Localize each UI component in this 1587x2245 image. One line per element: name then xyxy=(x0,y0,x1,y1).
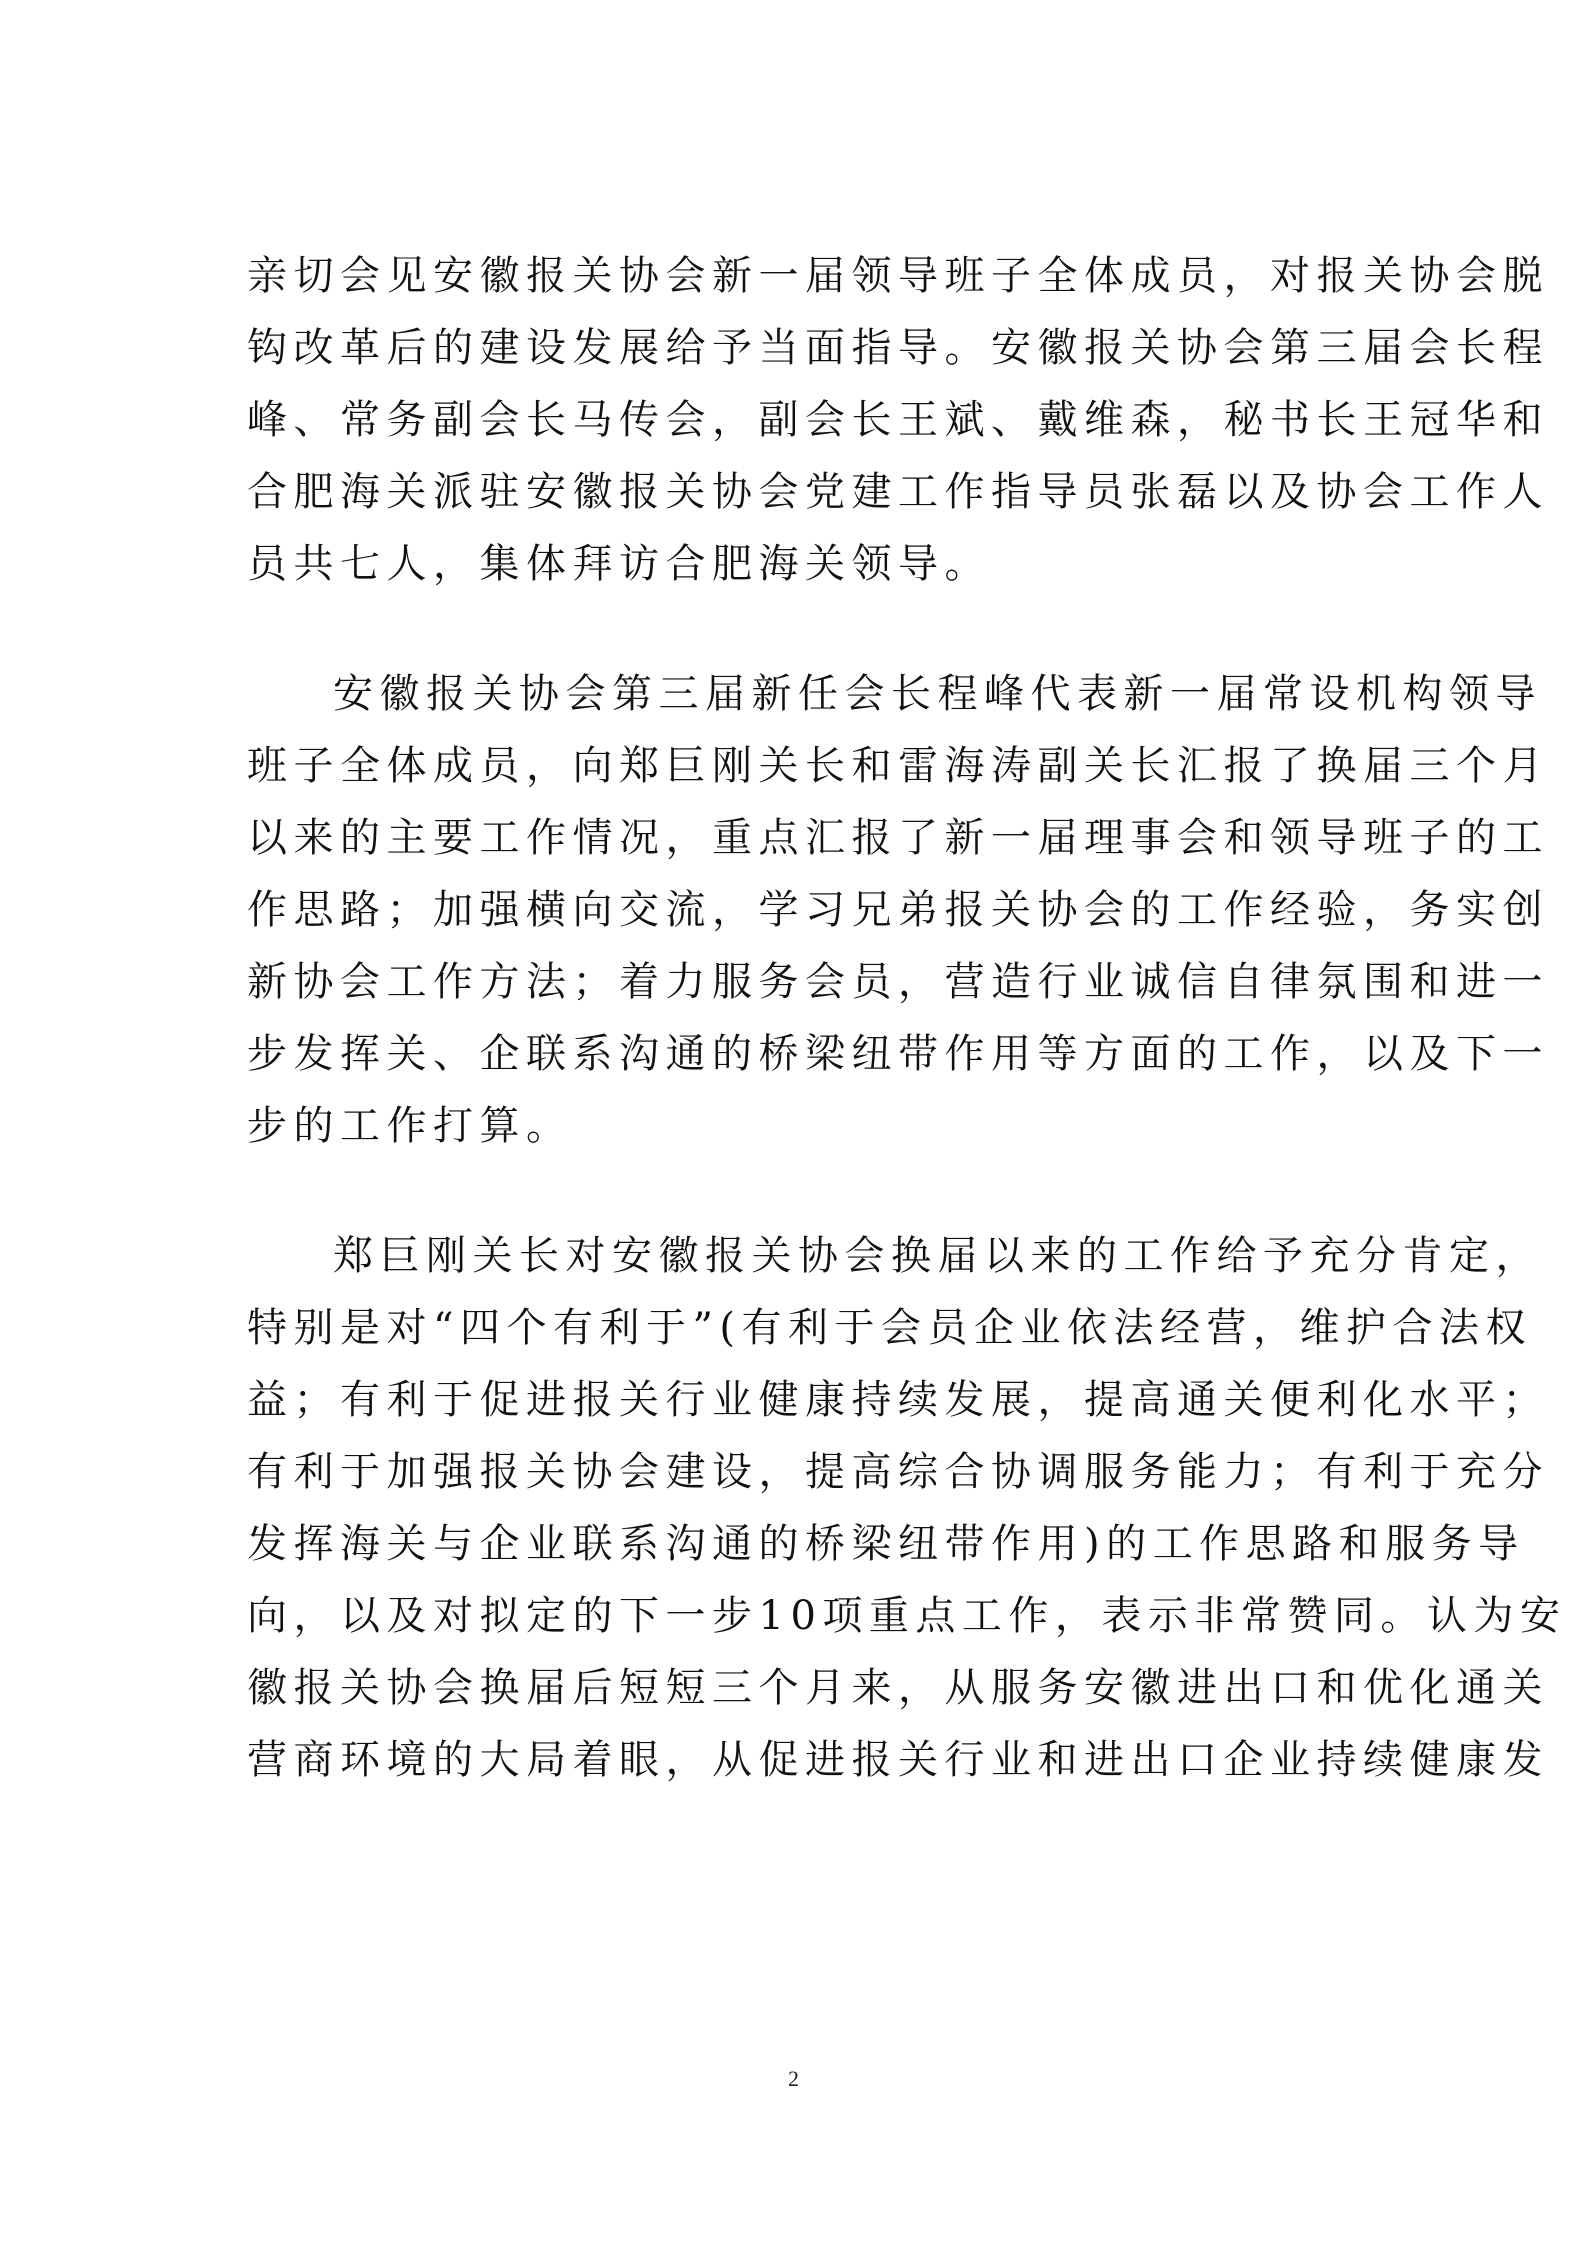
paragraph-1 xyxy=(247,240,1549,600)
paragraph-2 xyxy=(247,658,1549,1162)
text-line: 新协会工作方法；着力服务会员，营造行业诚信自律氛围和进一 xyxy=(247,959,1549,1005)
text-line: 步发挥关、企联系沟通的桥梁纽带作用等方面的工作，以及下一 xyxy=(247,1031,1549,1077)
text-line: 作思路；加强横向交流，学习兄弟报关协会的工作经验，务实创 xyxy=(247,887,1549,933)
text-line: 郑巨刚关长对安徽报关协会换届以来的工作给予充分肯定， xyxy=(333,1233,1542,1279)
page-number: 2 xyxy=(788,2066,799,2091)
text-line: 以来的主要工作情况，重点汇报了新一届理事会和领导班子的工 xyxy=(247,815,1549,861)
text-line: 步的工作打算。 xyxy=(247,1103,573,1149)
text-line: 合肥海关派驻安徽报关协会党建工作指导员张磊以及协会工作人 xyxy=(247,469,1549,515)
text-line: 安徽报关协会第三届新任会长程峰代表新一届常设机构领导 xyxy=(333,671,1542,717)
text-line: 发挥海关与企业联系沟通的桥梁纽带作用)的工作思路和服务导 xyxy=(247,1521,1525,1567)
text-line: 有利于加强报关协会建设，提高综合协调服务能力；有利于充分 xyxy=(247,1449,1549,1495)
text-line: 徽报关协会换届后短短三个月来，从服务安徽进出口和优化通关 xyxy=(247,1665,1549,1711)
text-line: 特别是对“四个有利于”(有利于会员企业依法经营，维护合法权 xyxy=(247,1305,1533,1351)
document-body xyxy=(247,240,1567,1796)
text-line: 班子全体成员，向郑巨刚关长和雷海涛副关长汇报了换届三个月 xyxy=(247,743,1549,789)
text-line: 营商环境的大局着眼，从促进报关行业和进出口企业持续健康发 xyxy=(247,1737,1549,1783)
text-line: 向，以及对拟定的下一步10项重点工作，表示非常赞同。认为安 xyxy=(247,1593,1567,1639)
paragraph-spacer xyxy=(247,1162,1437,1220)
text-line: 益；有利于促进报关行业健康持续发展，提高通关便利化水平； xyxy=(247,1377,1549,1423)
text-line: 钩改革后的建设发展给予当面指导。安徽报关协会第三届会长程 xyxy=(247,325,1549,371)
text-line: 亲切会见安徽报关协会新一届领导班子全体成员，对报关协会脱 xyxy=(247,253,1549,299)
text-line: 员共七人，集体拜访合肥海关领导。 xyxy=(247,541,991,587)
paragraph-spacer xyxy=(247,600,1437,658)
paragraph-3 xyxy=(247,1220,1567,1796)
text-line: 峰、常务副会长马传会，副会长王斌、戴维森，秘书长王冠华和 xyxy=(247,397,1549,443)
